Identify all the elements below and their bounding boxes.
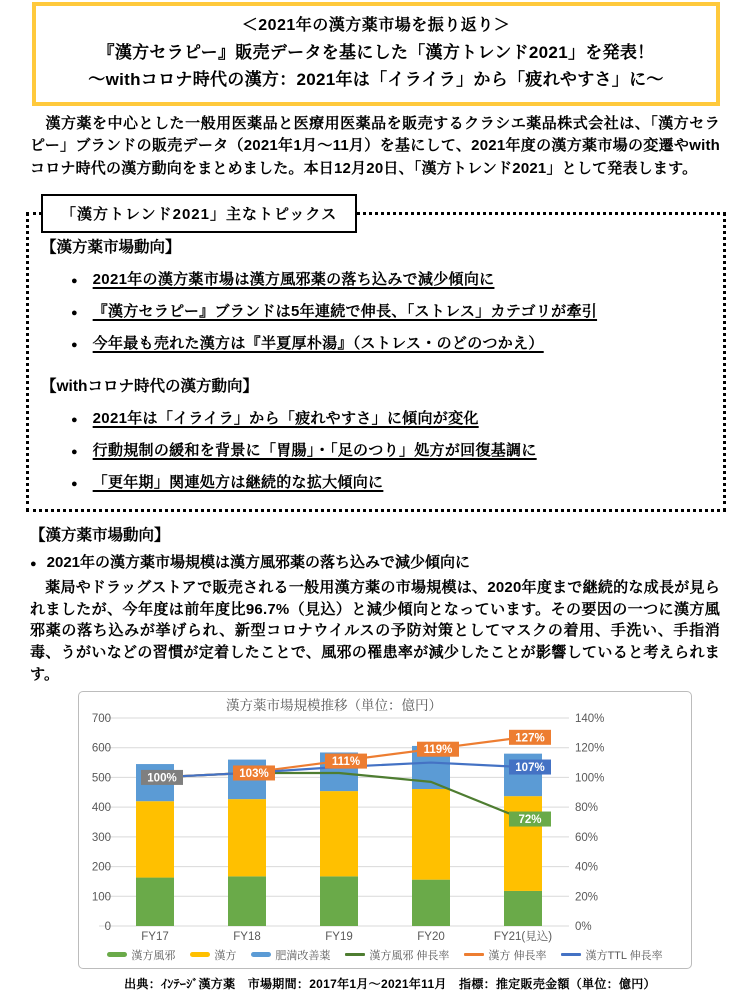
right-axis-tick: 80% [575,801,599,814]
left-axis-tick: 700 [91,712,111,725]
data-label-text: 127% [515,731,545,744]
chart-legend [79,946,691,964]
legend-label: 漢方 伸長率 [488,949,547,962]
topic-bullet [71,408,707,430]
legend-item [345,947,449,963]
market-section-heading: 【漢方薬市場動向】 [30,527,170,545]
bullet-text: 2021年は「イライラ」から「疲れやすさ」に傾向が変化 [92,410,479,428]
left-axis-tick: 600 [91,742,111,755]
bar-segment [228,876,266,926]
bullet-text: 2021年の漢方薬市場は漢方風邪薬の落ち込みで減少傾向に [92,271,495,289]
legend-label: 漢方風邪 伸長率 [369,949,450,962]
legend-swatch-icon [107,952,127,957]
topics-box [26,206,726,512]
title-line-2: 『漢方セラピー』販売データを基にした「漢方トレンド2021」を発表！ [97,42,655,62]
bar-segment [504,796,542,891]
bar-segment [412,879,450,925]
left-axis-tick: 200 [91,861,111,874]
x-axis-label: FY17 [141,930,169,943]
bar-segment [136,801,174,877]
data-label-text: 119% [423,743,453,756]
data-label-text: 107% [515,761,545,774]
left-axis-tick: 100 [91,890,111,903]
legend-swatch-icon [561,953,581,956]
topics-section-1-heading: 【漢方薬市場動向】 [41,239,181,257]
press-release-page [0,2,750,991]
topic-bullet [71,472,707,494]
bullet-text: 今年最も売れた漢方は『半夏厚朴湯』（ストレス・のどのつかえ） [92,334,544,352]
bullet-text: 『漢方セラピー』ブランドは5年連続で伸長、「ストレス」カテゴリが牽引 [92,302,598,320]
right-axis-tick: 100% [575,771,605,784]
bullet-icon: ● [71,338,78,351]
bullet-text: 「更年期」関連処方は継続的な拡大傾向に [92,473,384,491]
legend-item [561,947,662,963]
bullet-icon: ● [71,445,78,458]
data-label-text: 100% [147,771,177,784]
right-axis-tick: 60% [575,831,599,844]
legend-swatch-icon [251,952,271,957]
bar-segment [136,877,174,925]
bar-segment [412,789,450,880]
bullet-icon: ● [71,275,78,288]
legend-item [464,947,546,963]
right-axis-tick: 120% [575,742,605,755]
legend-item [190,947,236,963]
legend-swatch-icon [464,953,484,956]
legend-swatch-icon [345,953,365,956]
left-axis-tick: 400 [91,801,111,814]
x-axis-label: FY21(見込) [493,930,553,943]
title-line-1: ＜2021年の漢方薬市場を振り返り＞ [241,17,511,34]
bar-segment [504,890,542,925]
left-axis-tick: 500 [91,771,111,784]
bar-segment [320,876,358,926]
right-axis-tick: 0% [575,920,592,933]
topic-bullet [71,440,707,462]
market-section-body: 薬局やドラッグストアで販売される一般用漢方薬の市場規模は、2020年度まで継続的な成長が見られましたが、今年度は前年度比96.7%（見込）と減少傾向となっています。その要因の一つに漢方風邪薬の落ち込みが挙げられ、新型コロナウイルスの予防対策としてマスクの着用、手洗い、手指消毒、うがいなどの習慣が定着したことで、風邪の罹患率が減少したことが影響していると考えられます。 [30,578,720,683]
market-chart-box [78,691,692,969]
left-axis-tick: 0 [104,920,111,933]
bullet-text: 行動規制の緩和を背景に「胃腸」・「足のつり」処方が回復基調に [92,441,537,459]
legend-item [107,947,175,963]
data-label-text: 72% [518,813,542,826]
market-size-chart [79,694,691,946]
legend-label: 漢方 [214,949,237,962]
market-section [30,525,720,685]
legend-label: 漢方TTL 伸長率 [585,949,663,962]
chart-title: 漢方薬市場規模推移（単位：億円） [226,697,442,713]
x-axis-label: FY20 [417,930,445,943]
chart-source-note: 出典：ｲﾝﾃｰｼﾞ漢方薬 市場期間：2017年1月～2021年11月 指標：推定販売金額（単位：億円） [124,976,656,991]
topics-heading: 「漢方トレンド2021」主なトピックス [41,194,357,233]
legend-swatch-icon [190,952,210,957]
bullet-icon: ● [71,306,78,319]
title-box [32,2,720,106]
bullet-icon: ● [71,414,78,427]
bar-segment [320,791,358,876]
topic-bullet [71,269,707,291]
legend-label: 肥満改善薬 [275,949,331,962]
right-axis-tick: 140% [575,712,605,725]
x-axis-label: FY19 [325,930,353,943]
data-label-text: 111% [331,755,361,768]
title-line-3: ～withコロナ時代の漢方：2021年は「イライラ」から「疲れやすさ」に～ [88,69,664,89]
market-section-subheading [30,552,720,574]
data-label-text: 103% [239,767,269,780]
topic-bullet [71,301,707,323]
right-axis-tick: 20% [575,890,599,903]
x-axis-label: FY18 [233,930,261,943]
legend-item [251,947,330,963]
bullet-icon: ● [30,558,37,571]
topic-bullet [71,333,707,355]
bullet-icon: ● [71,477,78,490]
topics-section-2-list [39,408,707,493]
left-axis-tick: 300 [91,831,111,844]
topics-section-2-heading: 【withコロナ時代の漢方動向】 [41,378,258,396]
topics-section-gap [39,364,707,374]
legend-label: 漢方風邪 [131,949,176,962]
right-axis-tick: 40% [575,861,599,874]
intro-paragraph: 漢方薬を中心とした一般用医薬品と医療用医薬品を販売するクラシエ薬品株式会社は、「漢方セラピー」ブランドの販売データ（2021年1月～11月）を基にして、2021年度の漢方薬市場の変遷やwithコロナ時代の漢方動向をまとめました。本日12月20日、「漢方トレンド2021」として発表します。 [30,114,720,177]
topics-section-1-list [39,269,707,354]
bar-segment [228,799,266,876]
market-subheading-text: 2021年の漢方薬市場規模は漢方風邪薬の落ち込みで減少傾向に [46,554,471,572]
